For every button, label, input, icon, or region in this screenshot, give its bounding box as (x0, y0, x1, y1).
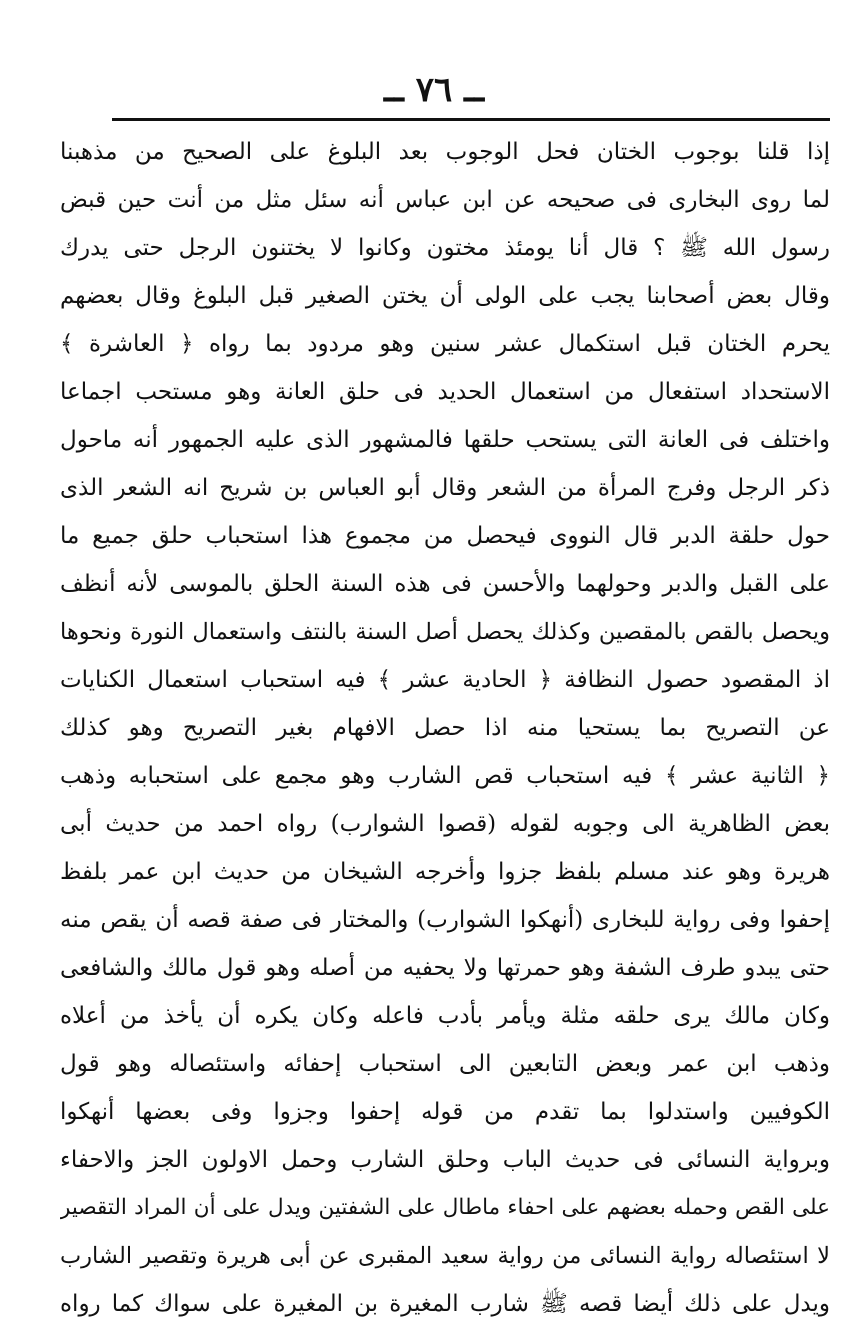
text-line: ذكر الرجل وفرج المرأة من الشعر وقال أبو العباس بن شريح انه الشعر الذى (60, 475, 830, 501)
text-line: وبرواية النسائى فى حديث الباب وحلق الشارب وحمل الاولون الجز والاحفاء (60, 1147, 830, 1173)
text-line: ويحصل بالقص بالمقصين وكذلك يحصل أصل السنة بالنتف واستعمال النورة ونحوها (60, 619, 830, 645)
text-line: عن التصريح بما يستحيا منه اذا حصل الافهام بغير التصريح وهو كذلك (60, 715, 830, 741)
text-line: رسول الله ﷺ ؟ قال أنا يومئذ مختون وكانوا لا يختنون الرجل حتى يدرك (60, 235, 830, 261)
text-line: وقال بعض أصحابنا يجب على الولى أن يختن الصغير قبل البلوغ وقال بعضهم (60, 283, 830, 309)
text-line: واختلف فى العانة التى يستحب حلقها فالمشهور الذى عليه الجمهور أنه ماحول (60, 427, 830, 453)
body-text (60, 128, 830, 1328)
text-line: على القص وحمله بعضهم على احفاء ماطال على الشفتين ويدل على أن المراد التقصير (60, 1195, 830, 1220)
text-line: إذا قلنا بوجوب الختان فحل الوجوب بعد البلوغ على الصحيح من مذهبنا (60, 139, 830, 165)
text-line: يحرم الختان قبل استكمال عشر سنين وهو مردود بما رواه ﴿ العاشرة ﴾ (60, 331, 830, 357)
text-line: حول حلقة الدبر قال النووى فيحصل من مجموع هذا استحباب حلق جميع ما (60, 523, 830, 549)
text-line: ﴿ الثانية عشر ﴾ فيه استحباب قص الشارب وهو مجمع على استحبابه وذهب (60, 763, 830, 789)
text-line: الاستحداد استفعال من استعمال الحديد فى حلق العانة وهو مستحب اجماعا (60, 379, 830, 405)
text-line: حتى يبدو طرف الشفة وهو حمرتها ولا يحفيه من أصله وهو قول مالك والشافعى (60, 955, 830, 981)
text-line: الكوفيين واستدلوا بما تقدم من قوله إحفوا وجزوا وفى بعضها أنهكوا (60, 1099, 830, 1125)
text-line: هريرة وهو عند مسلم بلفظ جزوا وأخرجه الشيخان من حديث ابن عمر بلفظ (60, 859, 830, 885)
text-line: وكان مالك يرى حلقه مثلة ويأمر بأدب فاعله وكان يكره أن يأخذ من أعلاه (60, 1003, 830, 1029)
page-number: ــ ٧٦ ــ (383, 70, 485, 110)
text-line: إحفوا وفى رواية للبخارى (أنهكوا الشوارب) والمختار فى صفة قصه أن يقص منه (60, 907, 830, 933)
text-line: لما روى البخارى فى صحيحه عن ابن عباس أنه سئل مثل من أنت حين قبض (60, 187, 830, 213)
text-line: وذهب ابن عمر وبعض التابعين الى استحباب إحفائه واستئصاله وهو قول (60, 1051, 830, 1077)
header-rule (112, 118, 830, 121)
text-line: على القبل والدبر وحولهما والأحسن فى هذه السنة الحلق بالموسى لأنه أنظف (60, 571, 830, 597)
text-line: بعض الظاهرية الى وجوبه لقوله (قصوا الشوارب) رواه احمد من حديث أبى (60, 811, 830, 837)
text-line: ويدل على ذلك أيضا قصه ﷺ شارب المغيرة بن المغيرة على سواك كما رواه (60, 1291, 830, 1317)
text-line: اذ المقصود حصول النظافة ﴿ الحادية عشر ﴾ فيه استحباب استعمال الكنايات (60, 667, 830, 693)
text-line: لا استئصاله رواية النسائى من رواية سعيد المقبرى عن أبى هريرة وتقصير الشارب (60, 1243, 830, 1269)
